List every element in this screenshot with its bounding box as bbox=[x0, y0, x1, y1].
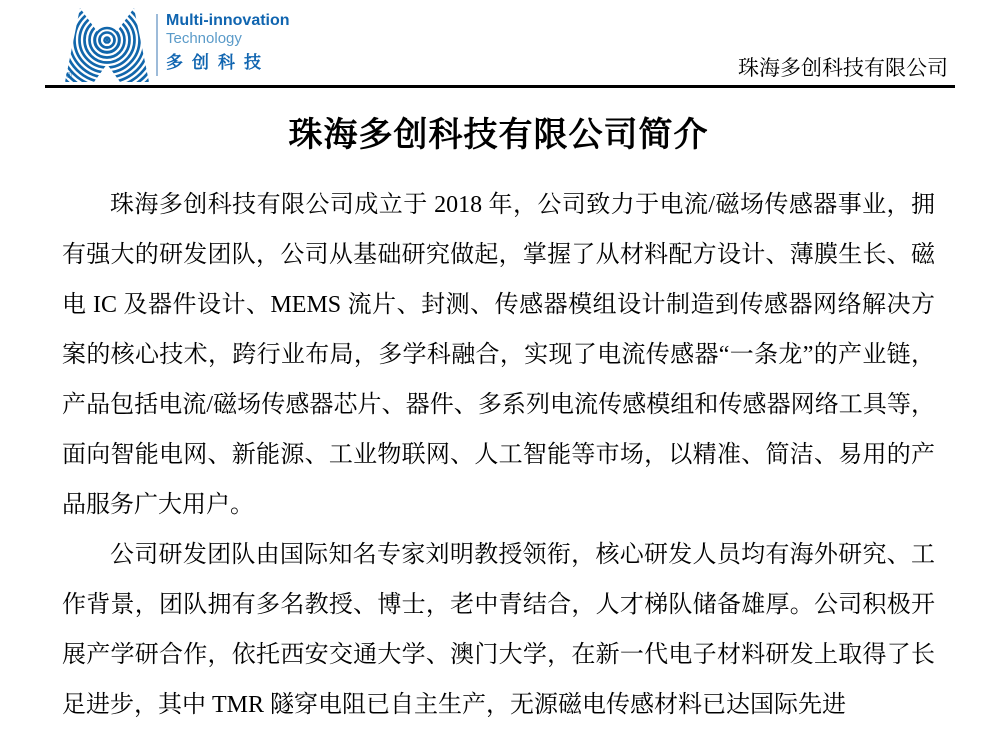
logo-divider bbox=[156, 14, 158, 76]
logo-english-name: Multi-innovation bbox=[166, 12, 290, 29]
logo-text bbox=[166, 11, 290, 73]
document-body bbox=[0, 88, 985, 730]
logo-english-subname: Technology bbox=[166, 30, 242, 47]
m-wave-logo-icon bbox=[64, 8, 150, 82]
paragraph: 珠海多创科技有限公司成立于 2018 年，公司致力于电流/磁场传感器事业，拥有强大的研发团队，公司从基础研究做起，掌握了从材料配方设计、薄膜生长、磁电 IC 及器件设计、MEMS 流片、封测、传感器模组设计制造到传感器网络解决方案的核心技术，跨行业布局，多学科融合，实现了电流传感器“一条龙”的产业链，产品包括电流/磁场传感器芯片、器件、多系列电流传感模组和传感器网络工具等，面向智能电网、新能源、工业物联网、人工智能等市场，以精准、简洁、易用的产品服务广大用户。 bbox=[62, 192, 935, 518]
header-company-name: 珠海多创科技有限公司 bbox=[738, 56, 948, 80]
company-logo bbox=[64, 7, 314, 85]
logo-chinese-name: 多创科技 bbox=[166, 53, 270, 72]
registered-trademark-icon: ® bbox=[66, 71, 72, 80]
page-title: 珠海多创科技有限公司简介 bbox=[288, 117, 709, 154]
paragraph: 公司研发团队由国际知名专家刘明教授领衔，核心研发人员均有海外研究、工作背景，团队拥有多名教授、博士，老中青结合，人才梯队储备雄厚。公司积极开展产学研合作，依托西安交通大学、澳门大学，在新一代电子材料研发上取得了长足进步，其中 TMR 隧穿电阻已自主生产，无源磁电传感材料已达国际先进 bbox=[62, 542, 935, 718]
page-header bbox=[0, 0, 985, 92]
paragraph-container bbox=[62, 180, 935, 730]
